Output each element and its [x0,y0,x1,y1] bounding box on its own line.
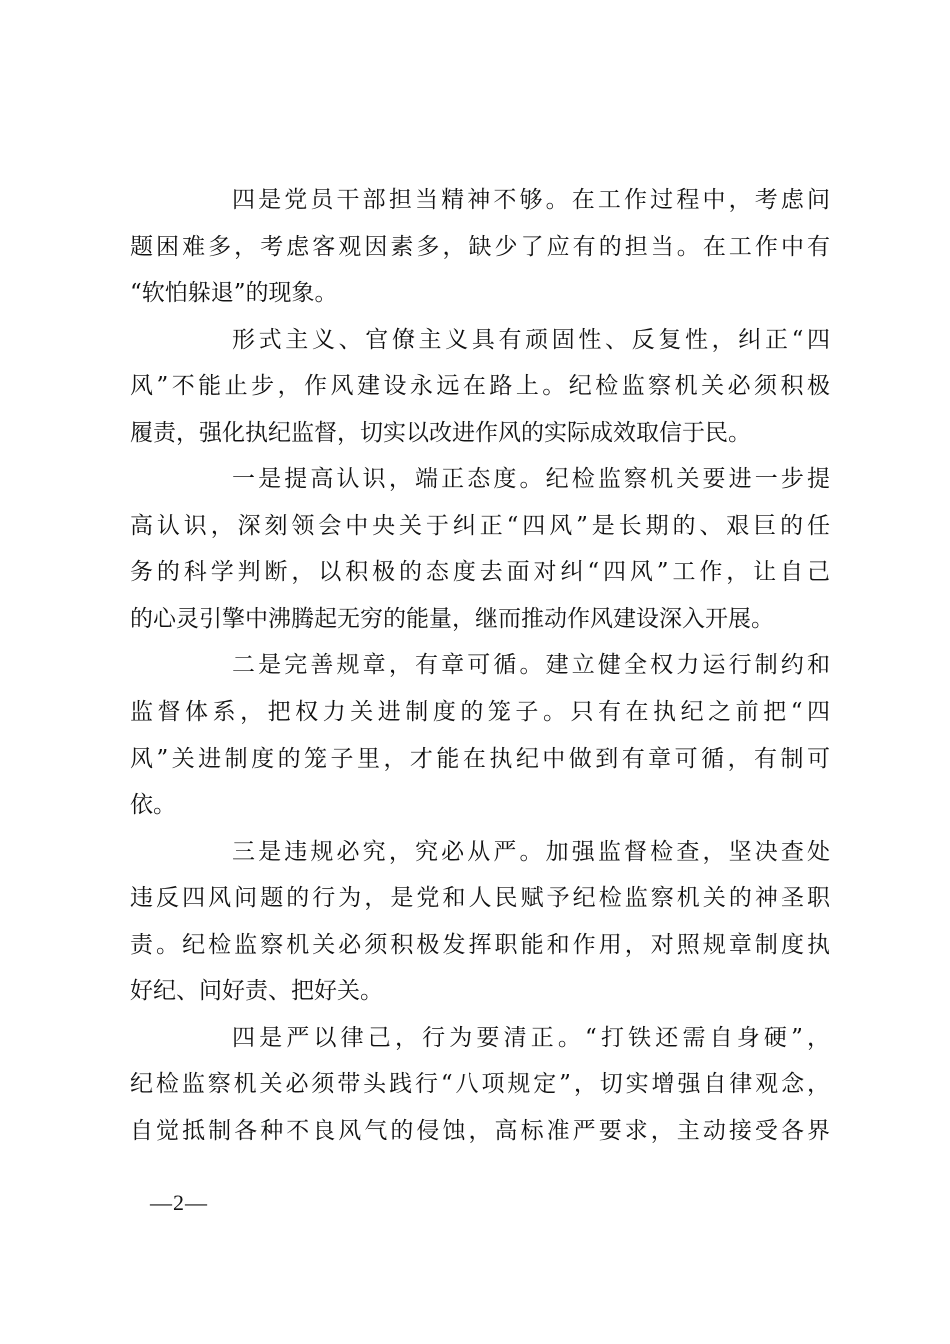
text-line: “软怕躲退”的现象。 [130,280,338,307]
text-line: 监督体系，把权力关进制度的笼子。只有在执纪之前把“四 [130,699,830,726]
page-number: —2— [150,1190,208,1215]
text-line: 务的科学判断，以积极的态度去面对纠“四风”工作，让自己 [130,559,830,586]
text-line: 风”关进制度的笼子里，才能在执纪中做到有章可循，有制可 [130,745,830,772]
text-line: 三是违规必究，究必从严。加强监督检查，坚决查处 [232,838,830,865]
text-line: 纪检监察机关必须带头践行“八项规定”，切实增强自律观念， [130,1071,830,1098]
text-line: 履责，强化执纪监督，切实以改进作风的实际成效取信于民。 [130,419,751,446]
text-line: 题困难多，考虑客观因素多，缺少了应有的担当。在工作中有 [130,233,830,260]
text-line: 高认识，深刻领会中央关于纠正“四风”是长期的、艰巨的任 [130,512,830,539]
text-line: 的心灵引擎中沸腾起无穷的能量，继而推动作风建设深入开展。 [130,605,774,632]
text-line: 依。 [130,792,176,819]
text-line: 风”不能止步，作风建设永远在路上。纪检监察机关必须积极 [130,373,830,400]
text-line: 四是严以律己，行为要清正。“打铁还需自身硬”， [232,1024,830,1051]
text-line: 形式主义、官僚主义具有顽固性、反复性，纠正“四 [232,326,830,353]
paragraph [130,177,830,317]
paragraph [130,829,830,1015]
text-line: 责。纪检监察机关必须积极发挥职能和作用，对照规章制度执 [130,931,830,958]
text-line: 自觉抵制各种不良风气的侵蚀，高标准严要求，主动接受各界 [130,1117,830,1144]
paragraph [130,1015,830,1155]
text-line: 违反四风问题的行为，是党和人民赋予纪检监察机关的神圣职 [130,885,830,912]
paragraph [130,642,830,828]
paragraph [130,456,830,642]
document-body [130,177,830,1154]
text-line: 一是提高认识，端正态度。纪检监察机关要进一步提 [232,466,830,493]
text-line: 好纪、问好责、把好关。 [130,978,383,1005]
text-line: 二是完善规章，有章可循。建立健全权力运行制约和 [232,652,830,679]
paragraph [130,317,830,457]
text-line: 四是党员干部担当精神不够。在工作过程中，考虑问 [232,187,830,213]
